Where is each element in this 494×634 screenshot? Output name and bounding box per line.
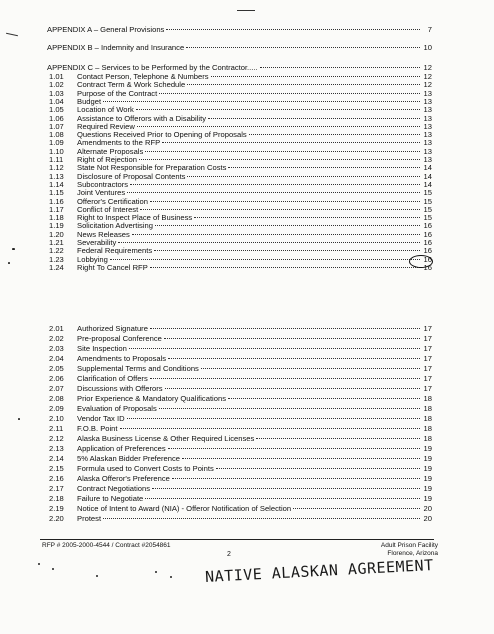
toc-page: 13 xyxy=(423,138,432,148)
footer-rule xyxy=(40,539,434,540)
toc-number: 2.17 xyxy=(49,484,64,493)
toc-title: Alternate Proposals xyxy=(77,146,144,156)
toc-number: 2.01 xyxy=(49,324,64,333)
toc-title: Clarification of Offers xyxy=(77,374,148,383)
toc-number: 2.05 xyxy=(49,364,64,373)
dot-leader xyxy=(120,428,420,429)
toc-page: 15 xyxy=(423,196,432,206)
toc-number: 1.19 xyxy=(49,221,64,231)
toc-page: 16 xyxy=(423,229,432,239)
dot-leader xyxy=(182,458,420,459)
dot-leader xyxy=(127,192,420,193)
toc-title: Amendments to the RFP xyxy=(77,138,161,148)
toc-number: 1.22 xyxy=(49,246,64,256)
scan-speck xyxy=(18,418,20,420)
toc-page: 15 xyxy=(423,204,432,214)
dot-leader xyxy=(155,225,420,226)
toc-page: 19 xyxy=(423,464,432,473)
toc-page: 18 xyxy=(423,434,432,443)
toc-page: 15 xyxy=(423,188,432,198)
dot-leader xyxy=(132,234,420,235)
toc-page: 19 xyxy=(423,444,432,453)
scan-speck xyxy=(96,575,98,577)
page-number: 2 xyxy=(227,551,231,558)
toc-appendix-a xyxy=(47,25,432,34)
toc-number: 1.02 xyxy=(49,80,64,90)
dot-leader xyxy=(118,242,420,243)
dot-leader xyxy=(164,338,420,339)
dot-leader xyxy=(228,167,420,168)
dot-leader xyxy=(103,518,420,519)
toc-page: 14 xyxy=(423,163,432,173)
toc-title: Location of Work xyxy=(77,105,134,115)
dot-leader xyxy=(293,508,420,509)
toc-number: 1.01 xyxy=(49,72,64,81)
toc-page: 13 xyxy=(423,96,432,106)
toc-number: 2.16 xyxy=(49,474,64,483)
toc-page: 17 xyxy=(423,374,432,383)
toc-page: 12 xyxy=(423,80,432,90)
footer-facility-line2: Florence, Arizona xyxy=(387,550,438,557)
toc-page: 15 xyxy=(423,213,432,223)
toc-page: 14 xyxy=(423,179,432,189)
dot-leader xyxy=(139,159,420,160)
toc-page: 17 xyxy=(423,334,432,343)
toc-entry xyxy=(47,444,432,453)
toc-number: 2.09 xyxy=(49,404,64,413)
toc-title: Discussions with Offerors xyxy=(77,384,163,393)
dot-leader xyxy=(159,408,420,409)
toc-appendix-b xyxy=(47,43,432,52)
toc-number: 2.03 xyxy=(49,344,64,353)
dot-leader xyxy=(150,267,420,268)
toc-title: Federal Requirements xyxy=(77,246,153,256)
toc-page: 20 xyxy=(423,504,432,513)
toc-title: Pre-proposal Conference xyxy=(77,334,162,343)
scan-mark xyxy=(237,10,255,11)
toc-entry xyxy=(47,424,432,433)
dot-leader xyxy=(228,398,420,399)
toc-entry xyxy=(47,354,432,363)
toc-page: 17 xyxy=(423,384,432,393)
toc-entry xyxy=(47,394,432,403)
footer-facility-line1: Adult Prison Facility xyxy=(380,542,438,549)
dot-leader xyxy=(159,93,420,94)
toc-title: State Not Responsible for Preparation Costs xyxy=(77,163,227,173)
toc-title: Alaska Business License & Other Required Licenses xyxy=(77,434,255,443)
dot-leader xyxy=(216,468,420,469)
toc-page: 20 xyxy=(423,514,432,523)
toc-page: 14 xyxy=(423,171,432,181)
toc-number: 2.15 xyxy=(49,464,64,473)
toc-title: Solicitation Advertising xyxy=(77,221,153,231)
dot-leader xyxy=(110,259,420,260)
toc-title: Site Inspection xyxy=(77,344,127,353)
footer-rfp-number: RFP # 2005-2000-4544 / Contract #2054861 xyxy=(42,542,171,549)
scan-speck xyxy=(52,568,54,570)
toc-number: 1.13 xyxy=(49,171,64,181)
toc-number: 2.02 xyxy=(49,334,64,343)
toc-entry xyxy=(47,484,432,493)
dot-leader xyxy=(201,368,420,369)
toc-entry xyxy=(47,324,432,333)
dot-leader xyxy=(150,378,420,379)
toc-title: Vendor Tax ID xyxy=(77,414,125,423)
toc-entry xyxy=(47,384,432,393)
toc-number: 2.06 xyxy=(49,374,64,383)
toc-title: Joint Ventures xyxy=(77,188,126,198)
toc-entry xyxy=(47,404,432,413)
toc-entry xyxy=(47,504,432,513)
dot-leader xyxy=(150,328,420,329)
toc-number: 1.21 xyxy=(49,238,64,247)
toc-entry xyxy=(47,464,432,473)
toc-page: 13 xyxy=(423,88,432,98)
toc-page: 13 xyxy=(423,105,432,115)
toc-entry xyxy=(47,364,432,373)
toc-page: 19 xyxy=(423,494,432,503)
scan-speck xyxy=(38,563,40,565)
toc-page: 13 xyxy=(423,113,432,123)
toc-entry xyxy=(47,474,432,483)
toc-page: 19 xyxy=(423,474,432,483)
toc-page: 18 xyxy=(423,424,432,433)
toc-title: Questions Received Prior to Opening of Proposals xyxy=(77,130,247,140)
toc-title: Subcontractors xyxy=(77,179,129,189)
toc-title: Right to Inspect Place of Business xyxy=(77,213,193,223)
toc-number: 2.14 xyxy=(49,454,64,463)
toc-number: 2.04 xyxy=(49,354,64,363)
toc-number: 1.20 xyxy=(49,229,64,239)
dot-leader xyxy=(154,250,420,251)
scan-speck xyxy=(8,262,10,264)
dot-leader xyxy=(145,151,420,152)
toc-page: 17 xyxy=(423,324,432,333)
scan-mark-left xyxy=(6,33,18,36)
toc-page: 19 xyxy=(423,454,432,463)
toc-entry xyxy=(47,514,432,523)
toc-number: 2.19 xyxy=(49,504,64,513)
toc-page: 18 xyxy=(423,404,432,413)
toc-number: 1.15 xyxy=(49,188,64,198)
toc-title: Contract Term & Work Schedule xyxy=(77,80,186,90)
dot-leader xyxy=(208,118,420,119)
toc-page: 13 xyxy=(423,146,432,156)
toc-title: Budget xyxy=(77,96,102,106)
toc-title: Application of Preferences xyxy=(77,444,166,453)
dot-leader xyxy=(166,29,420,30)
toc-number: 1.07 xyxy=(49,121,64,131)
dot-leader xyxy=(260,67,420,68)
toc-page: 12 xyxy=(423,63,432,72)
toc-number: 1.16 xyxy=(49,196,64,206)
toc-page: 17 xyxy=(423,344,432,353)
toc-entry xyxy=(47,344,432,353)
toc-number: 2.11 xyxy=(49,424,64,433)
toc-number: 1.18 xyxy=(49,213,64,223)
toc-entry xyxy=(47,494,432,503)
toc-number: 1.09 xyxy=(49,138,64,148)
toc-page: 16 xyxy=(423,221,432,231)
toc-number: 1.23 xyxy=(49,254,64,264)
toc-title: Disclosure of Proposal Contents xyxy=(77,171,186,181)
toc-title: Conflict of Interest xyxy=(77,204,139,214)
toc-number: 1.10 xyxy=(49,146,64,156)
dot-leader xyxy=(186,47,420,48)
toc-page: 19 xyxy=(423,484,432,493)
dot-leader xyxy=(130,184,420,185)
dot-leader xyxy=(211,76,420,77)
toc-title: Contact Person, Telephone & Numbers xyxy=(77,72,209,81)
scan-speck xyxy=(12,248,15,250)
toc-entry xyxy=(47,334,432,343)
toc-number: 1.05 xyxy=(49,105,64,115)
toc-number: 2.12 xyxy=(49,434,64,443)
toc-appendix-c xyxy=(47,63,432,72)
toc-page: 10 xyxy=(423,43,432,52)
dot-leader xyxy=(136,109,420,110)
toc-title: Offeror's Certification xyxy=(77,196,148,206)
toc-number: 2.08 xyxy=(49,394,64,403)
dot-leader xyxy=(140,209,420,210)
toc-title: Alaska Offeror's Preference xyxy=(77,474,170,483)
toc-title: APPENDIX B – Indemnity and Insurance xyxy=(47,43,185,52)
dot-leader xyxy=(129,348,420,349)
toc-number: 1.24 xyxy=(49,262,64,272)
toc-number: 2.13 xyxy=(49,444,64,453)
toc-page: 16 xyxy=(423,262,432,272)
toc-title: Amendments to Proposals xyxy=(77,354,167,363)
dot-leader xyxy=(256,438,420,439)
toc-number: 2.18 xyxy=(49,494,64,503)
toc-page: 12 xyxy=(423,72,432,81)
toc-title: APPENDIX A – General Provisions xyxy=(47,25,165,34)
toc-title: Contract Negotiations xyxy=(77,484,151,493)
scan-speck xyxy=(170,576,172,578)
toc-number: 1.04 xyxy=(49,96,64,106)
toc-title: Protest xyxy=(77,514,102,523)
toc-title: Assistance to Offerors with a Disability xyxy=(77,113,207,123)
dot-leader xyxy=(168,358,420,359)
dot-leader xyxy=(165,388,420,389)
toc-number: 1.06 xyxy=(49,113,64,123)
toc-title: Prior Experience & Mandatory Qualifications xyxy=(77,394,226,403)
dot-leader xyxy=(150,201,420,202)
toc-number: 1.17 xyxy=(49,204,64,214)
toc-page: 13 xyxy=(423,155,432,164)
toc-page: 17 xyxy=(423,364,432,373)
toc-title: F.O.B. Point xyxy=(77,424,118,433)
toc-number: 1.14 xyxy=(49,179,64,189)
handwritten-note: NATIVE ALASKAN AGREEMENT xyxy=(204,556,435,586)
toc-page: 16 xyxy=(423,246,432,256)
toc-number: 2.07 xyxy=(49,384,64,393)
toc-title: Formula used to Convert Costs to Points xyxy=(77,464,214,473)
toc-title: Notice of Intent to Award (NIA) - Offeror Notification of Selection xyxy=(77,504,292,513)
toc-entry xyxy=(47,263,432,272)
toc-page: 16 xyxy=(423,254,432,264)
dot-leader xyxy=(162,142,420,143)
scan-speck xyxy=(155,571,157,573)
toc-page: 17 xyxy=(423,354,432,363)
toc-title: Required Review xyxy=(77,121,135,131)
dot-leader xyxy=(194,217,420,218)
toc-title: Failure to Negotiate xyxy=(77,494,144,503)
dot-leader xyxy=(137,126,420,127)
toc-page: 18 xyxy=(423,394,432,403)
toc-title: Purpose of the Contract xyxy=(77,88,158,98)
toc-entry xyxy=(47,454,432,463)
toc-title: Right of Rejection xyxy=(77,155,137,164)
toc-page: 16 xyxy=(423,238,432,247)
toc-number: 1.08 xyxy=(49,130,64,140)
toc-title: Evaluation of Proposals xyxy=(77,404,157,413)
toc-page: 18 xyxy=(423,414,432,423)
toc-title: Right To Cancel RFP xyxy=(77,262,148,272)
toc-number: 2.10 xyxy=(49,414,64,423)
toc-page: 13 xyxy=(423,121,432,131)
dot-leader xyxy=(145,498,420,499)
toc-title: Authorized Signature xyxy=(77,324,148,333)
dot-leader xyxy=(249,134,420,135)
dot-leader xyxy=(168,448,420,449)
toc-number: 1.12 xyxy=(49,163,64,173)
toc-title: News Releases xyxy=(77,229,130,239)
toc-page: 7 xyxy=(427,25,432,34)
toc-title: APPENDIX C – Services to be Performed by the Contractor..... xyxy=(47,63,258,72)
dot-leader xyxy=(127,418,420,419)
dot-leader xyxy=(152,488,420,489)
toc-number: 2.20 xyxy=(49,514,64,523)
toc-entry xyxy=(47,414,432,423)
toc-title: Lobbying xyxy=(77,254,108,264)
dot-leader xyxy=(103,101,420,102)
dot-leader xyxy=(187,84,420,85)
dot-leader xyxy=(187,176,420,177)
toc-number: 1.03 xyxy=(49,88,64,98)
toc-title: Severability xyxy=(77,238,117,247)
toc-number: 1.11 xyxy=(49,155,64,164)
toc-page: 13 xyxy=(423,130,432,140)
dot-leader xyxy=(172,478,420,479)
hand-drawn-circle xyxy=(409,255,433,268)
toc-entry xyxy=(47,434,432,443)
toc-title: 5% Alaskan Bidder Preference xyxy=(77,454,180,463)
toc-title: Supplemental Terms and Conditions xyxy=(77,364,199,373)
toc-entry xyxy=(47,374,432,383)
